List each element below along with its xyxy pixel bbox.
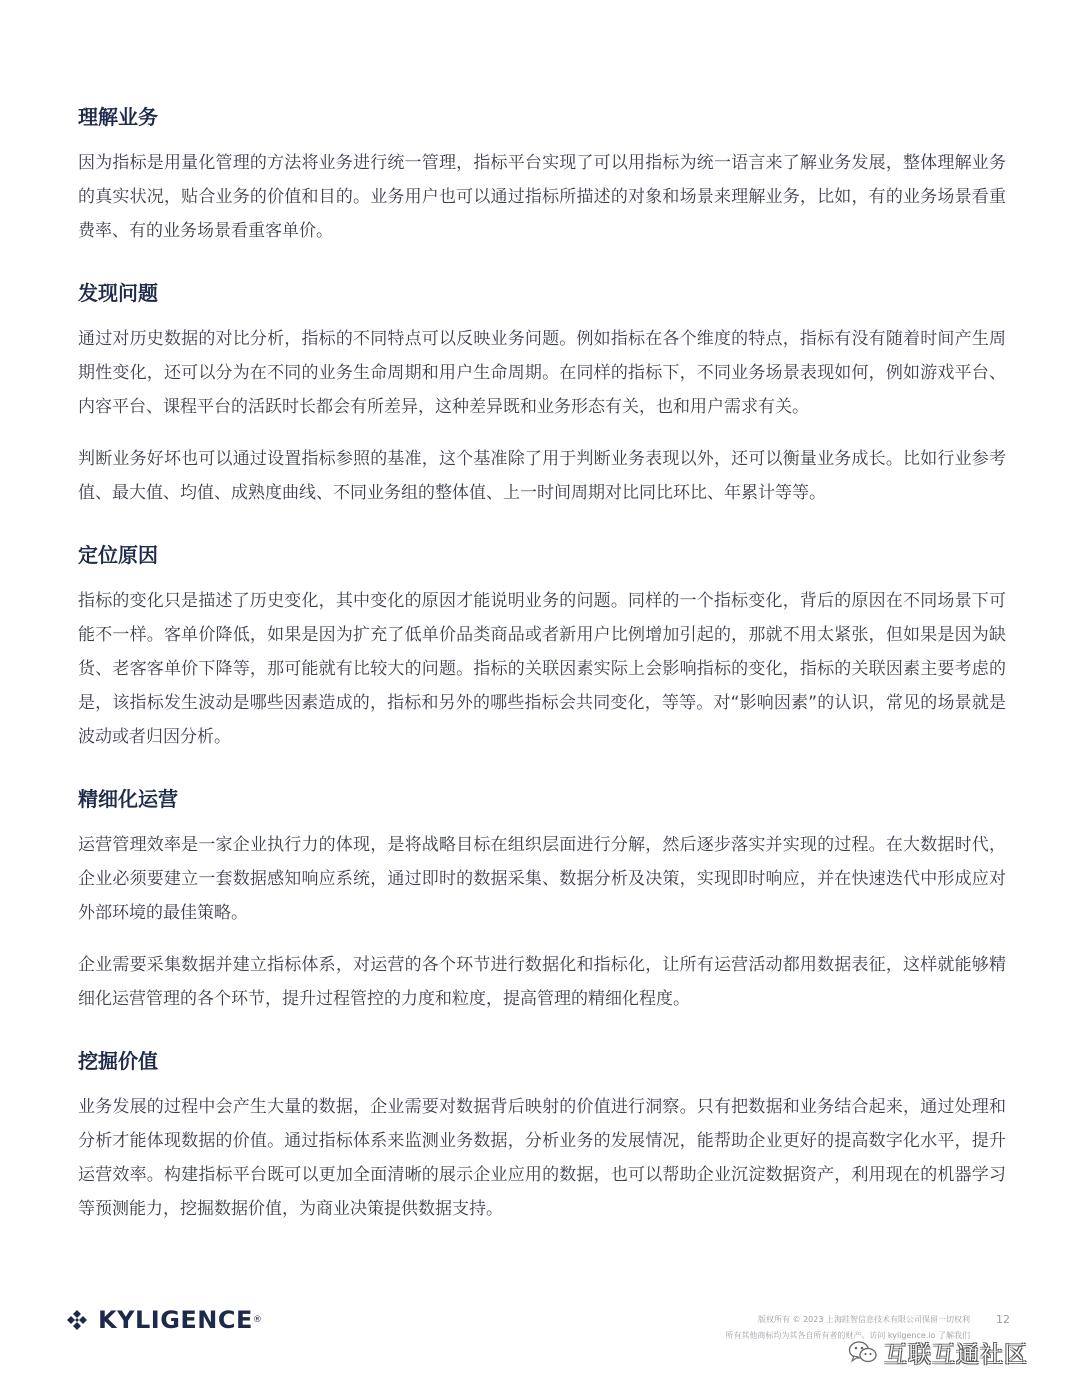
section-heading: 挖掘价值	[78, 1049, 158, 1073]
section-understand-business	[78, 100, 1006, 248]
section-locate-causes	[78, 538, 1006, 754]
kyligence-logo-icon	[64, 1307, 90, 1333]
section-refined-operations	[78, 782, 1006, 1016]
paragraph: 通过对历史数据的对比分析，指标的不同特点可以反映业务问题。例如指标在各个维度的特点，指标有没有随着时间产生周期性变化，还可以分为在不同的业务生命周期和用户生命周期。在同样的指标下，不同业务场景表现如何，例如游戏平台、内容平台、课程平台的活跃时长都会有所差异，这种差异既和业务形态有关，也和用户需求有关。	[78, 329, 1006, 417]
section-find-problems	[78, 276, 1006, 510]
kyligence-logo	[64, 1302, 262, 1338]
logo-registered-mark: ®	[252, 1315, 262, 1325]
copyright-line: 版权所有 © 2023 上海跬智信息技术有限公司保留一切权利	[758, 1315, 970, 1324]
paragraph: 企业需要采集数据并建立指标体系，对运营的各个环节进行数据化和指标化，让所有运营活动都用数据表征，这样就能够精细化运营管理的各个环节，提升过程管控的力度和粒度，提高管理的精细化程度。	[78, 955, 1006, 1009]
section-mine-value	[78, 1044, 1006, 1226]
paragraph: 判断业务好坏也可以通过设置指标参照的基准，这个基准除了用于判断业务表现以外，还可以衡量业务成长。比如行业参考值、最大值、均值、成熟度曲线、不同业务组的整体值、上一时间周期对比同比环比、年累计等等。	[78, 449, 1006, 503]
watermark-text: 互联互通社区	[884, 1341, 1028, 1368]
paragraph: 业务发展的过程中会产生大量的数据，企业需要对数据背后映射的价值进行洞察。只有把数据和业务结合起来，通过处理和分析才能体现数据的价值。通过指标体系来监测业务数据，分析业务的发展情况，能帮助企业更好的提高数字化水平，提升运营效率。构建指标平台既可以更加全面清晰的展示企业应用的数据，也可以帮助企业沉淀数据资产，利用现在的机器学习等预测能力，挖掘数据价值，为商业决策提供数据支持。	[78, 1097, 1006, 1219]
watermark	[848, 1337, 1028, 1367]
wechat-icon	[848, 1340, 878, 1364]
section-heading: 理解业务	[78, 105, 158, 129]
document-body	[78, 100, 1006, 1244]
logo-text: KYLIGENCE	[98, 1306, 253, 1334]
section-heading: 定位原因	[78, 543, 158, 567]
copyright-line: 所有其他商标均为其各自所有者的财产。访问 kyligence.io 了解我们	[725, 1331, 970, 1340]
page-number: 12	[996, 1313, 1010, 1326]
paragraph: 因为指标是用量化管理的方法将业务进行统一管理，指标平台实现了可以用指标为统一语言来了解业务发展，整体理解业务的真实状况，贴合业务的价值和目的。业务用户也可以通过指标所描述的对象和场景来理解业务，比如，有的业务场景看重费率、有的业务场景看重客单价。	[78, 153, 1006, 241]
paragraph: 运营管理效率是一家企业执行力的体现，是将战略目标在组织层面进行分解，然后逐步落实并实现的过程。在大数据时代，企业必须要建立一套数据感知响应系统，通过即时的数据采集、数据分析及决策，实现即时响应，并在快速迭代中形成应对外部环境的最佳策略。	[78, 835, 1006, 923]
paragraph: 指标的变化只是描述了历史变化，其中变化的原因才能说明业务的问题。同样的一个指标变化，背后的原因在不同场景下可能不一样。客单价降低，如果是因为扩充了低单价品类商品或者新用户比例增加引起的，那就不用太紧张，但如果是因为缺货、老客客单价下降等，那可能就有比较大的问题。指标的关联因素实际上会影响指标的变化，指标的关联因素主要考虑的是，该指标发生波动是哪些因素造成的，指标和另外的哪些指标会共同变化，等等。对“影响因素”的认识，常见的场景就是波动或者归因分析。	[78, 591, 1006, 747]
section-heading: 精细化运营	[78, 787, 178, 811]
section-heading: 发现问题	[78, 281, 158, 305]
